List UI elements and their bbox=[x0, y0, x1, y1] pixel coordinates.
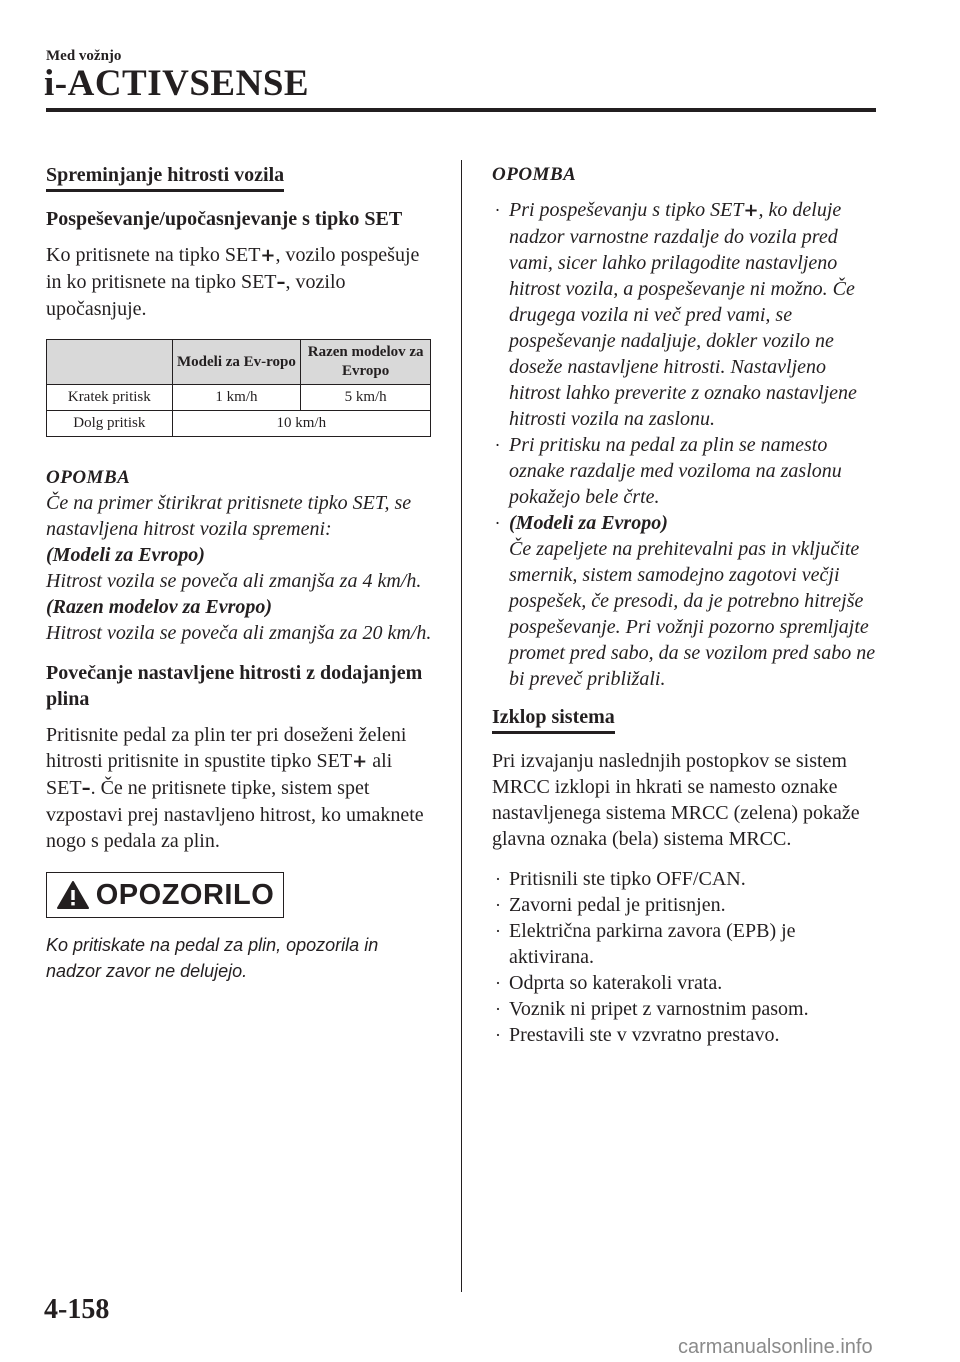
bullet-icon: · bbox=[495, 921, 501, 941]
list-item: · Pritisnili ste tipko OFF/CAN. bbox=[495, 868, 746, 890]
watermark: carmanualsonline.info bbox=[678, 1336, 873, 1358]
table-header-eu: Modeli za Ev-ropo bbox=[172, 340, 301, 385]
minus-icon: – bbox=[81, 778, 91, 799]
list-item: · Voznik ni pripet z varnostnim pasom. bbox=[495, 998, 809, 1020]
list-item: · Pri pospeševanju s tipko SET+, ko deluje nadzor varnostne razdalje do vozila pred vami, sicer lahko prilagodite nastavljeno hitrost vozila, a pospeševanje ni možno. Če drugega vozila ni več pred vami, se pospeševanje nadaljuje, dokler vozilo ne doseže nastavljene hitrosti. Nastavljeno hitrost lahko preverite z oznako nastavljene hitrosti vozila na zaslonu. bbox=[495, 199, 857, 430]
table-cell-non-eu: 5 km/h bbox=[301, 385, 431, 411]
warning-label: OPOZORILO bbox=[95, 878, 275, 911]
plus-icon: + bbox=[743, 200, 759, 221]
right-column bbox=[492, 160, 882, 1048]
bullet-icon: · bbox=[495, 869, 501, 889]
warning-icon bbox=[56, 880, 90, 910]
table-row bbox=[47, 411, 431, 437]
table-cell-eu: 1 km/h bbox=[172, 385, 301, 411]
column-divider bbox=[461, 160, 462, 1292]
table-cell-both: 10 km/h bbox=[172, 411, 430, 437]
left-column bbox=[46, 160, 436, 984]
warning-box bbox=[46, 872, 284, 918]
minus-icon: – bbox=[276, 272, 286, 293]
note-eu-heading: (Modeli za Evropo) bbox=[46, 544, 205, 566]
chapter-label: Med vožnjo bbox=[46, 48, 122, 64]
sub-heading-accelerator: Povečanje nastavljene hitrosti z dodajanjem plina bbox=[46, 662, 423, 710]
paragraph-accelerator: Pritisnite pedal za plin ter pri doseženi želeni hitrosti pritisnite in spustite tipko SET+ ali SET–. Če ne pritisnete tipke, sistem spet vzpostavi prej nastavljeno hitrost, ko umaknete nogo s pedala za plin. bbox=[46, 724, 424, 852]
table-cell-label: Dolg pritisk bbox=[47, 411, 173, 437]
list-item: · Pri pritisku na pedal za plin se namesto oznake razdalje med voziloma na zaslonu pokažejo bele črte. bbox=[495, 434, 842, 508]
note-eu-text: Hitrost vozila se poveča ali zmanjša za 4 km/h. bbox=[46, 570, 422, 592]
list-item: · Odprta so katerakoli vrata. bbox=[495, 972, 723, 994]
header-rule bbox=[46, 108, 876, 112]
section-heading-shutdown: Izklop sistema bbox=[492, 704, 615, 734]
bullet-icon: · bbox=[495, 200, 500, 220]
paragraph-set-button: Ko pritisnete na tipko SET+, vozilo pospešuje in ko pritisnete na tipko SET–, vozilo upočasnjuje. bbox=[46, 244, 420, 320]
bullet-icon: · bbox=[495, 1025, 501, 1045]
bullet-icon: · bbox=[495, 999, 501, 1019]
speed-table bbox=[46, 339, 431, 437]
plus-icon: + bbox=[260, 245, 276, 266]
note-label: OPOMBA bbox=[46, 467, 131, 488]
plus-icon: + bbox=[352, 751, 368, 772]
bullet-icon: · bbox=[495, 513, 500, 533]
note-bullet-list bbox=[492, 197, 882, 692]
list-item: · Prestavili ste v vzvratno prestavo. bbox=[495, 1024, 780, 1046]
table-row bbox=[47, 385, 431, 411]
sub-heading-set-button: Pospeševanje/upočasnjevanje s tipko SET bbox=[46, 208, 403, 230]
page-number: 4-158 bbox=[44, 1294, 110, 1325]
bullet-icon: · bbox=[495, 895, 501, 915]
list-item: · Zavorni pedal je pritisnjen. bbox=[495, 894, 726, 916]
list-item: · (Modeli za Evropo) Če zapeljete na prehitevalni pas in vključite smernik, sistem samodejno zagotovi večji pospešek, če presodi, da je potrebno hitrejše pospeševanje. Pri vožnji pozorno spremljajte promet pred sabo, da se vozilom pred sabo ne bi preveč približali. bbox=[495, 512, 876, 690]
note-text: Če na primer štirikrat pritisnete tipko SET, se nastavljena hitrost vozila spremeni: bbox=[46, 492, 412, 540]
list-item: · Električna parkirna zavora (EPB) je aktivirana. bbox=[495, 920, 796, 968]
section-heading-speed: Spreminjanje hitrosti vozila bbox=[46, 162, 284, 192]
page-title: i-ACTIVSENSE bbox=[44, 63, 310, 104]
paragraph-shutdown: Pri izvajanju naslednjih postopkov se sistem MRCC izklopi in hkrati se namesto oznake nastavljenega sistema MRCC (zelena) pokaže glavna oznaka (bela) sistema MRCC. bbox=[492, 750, 860, 850]
table-header-blank bbox=[47, 340, 173, 385]
table-header-non-eu: Razen modelov za Evropo bbox=[301, 340, 431, 385]
bullet-icon: · bbox=[495, 435, 500, 455]
note-non-eu-text: Hitrost vozila se poveča ali zmanjša za 20 km/h. bbox=[46, 622, 432, 644]
bullet-icon: · bbox=[495, 973, 501, 993]
note-label: OPOMBA bbox=[492, 164, 577, 185]
warning-text: Ko pritiskate na pedal za plin, opozorila in nadzor zavor ne delujejo. bbox=[46, 935, 379, 981]
table-cell-label: Kratek pritisk bbox=[47, 385, 173, 411]
shutdown-bullet-list bbox=[492, 866, 882, 1048]
note-non-eu-heading: (Razen modelov za Evropo) bbox=[46, 596, 273, 618]
